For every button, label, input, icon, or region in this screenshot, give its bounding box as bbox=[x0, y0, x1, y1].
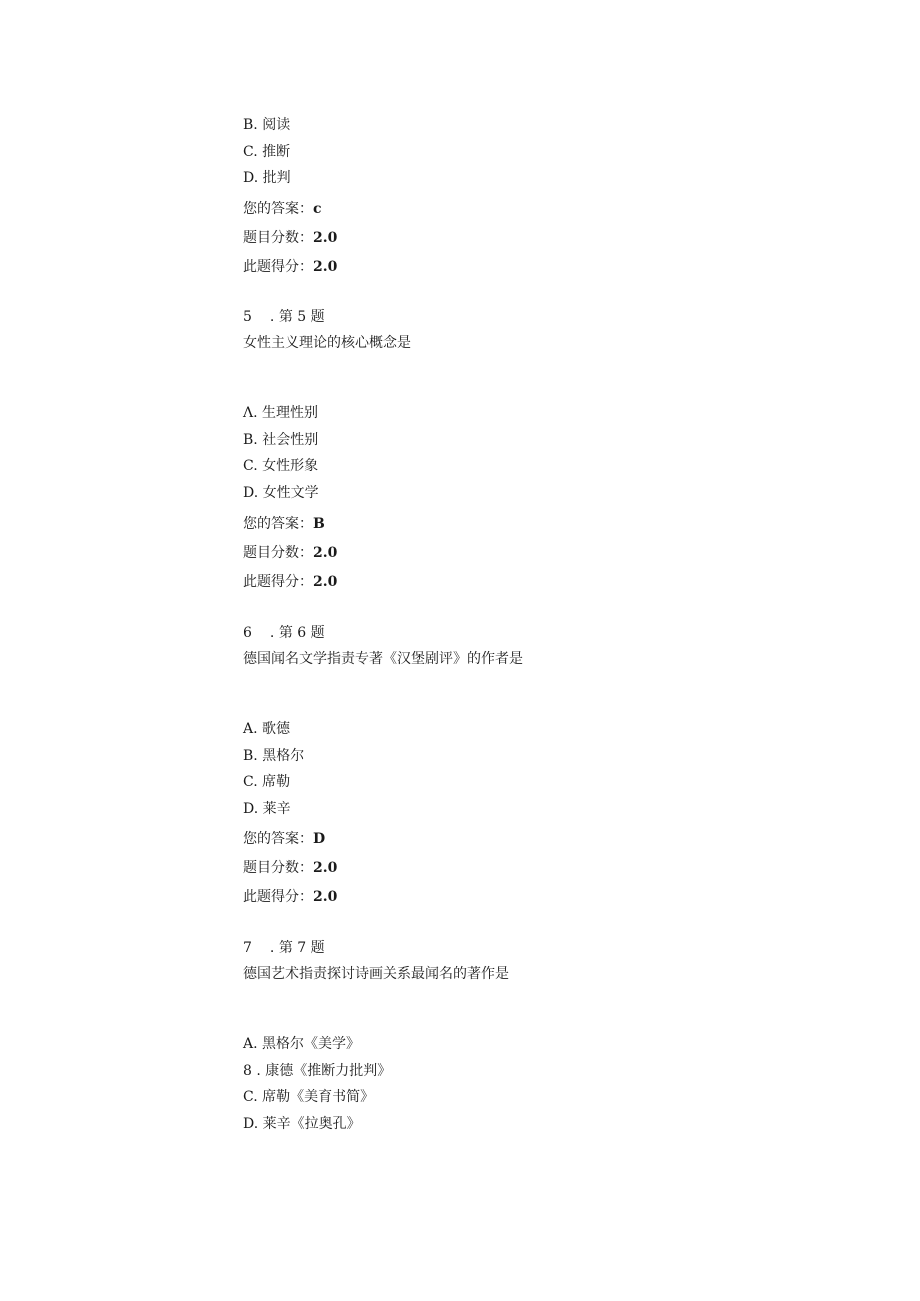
your-answer-label: 您的答案： bbox=[243, 201, 313, 217]
option-a: A. 歌德 bbox=[243, 721, 291, 737]
earned-score-value: 2.0 bbox=[313, 259, 338, 275]
question-header bbox=[243, 308, 325, 326]
option-c: C. 推断 bbox=[243, 144, 291, 160]
earned-score-row bbox=[243, 573, 337, 591]
option-d: D. 莱辛《拉奥孔》 bbox=[243, 1116, 361, 1132]
earned-score-value: 2.0 bbox=[313, 574, 338, 590]
option-a: A. 黑格尔《美学》 bbox=[243, 1036, 361, 1052]
question-score-value: 2.0 bbox=[313, 230, 338, 246]
earned-score-row bbox=[243, 258, 337, 276]
question-number: 5 bbox=[243, 309, 252, 325]
question-header bbox=[243, 939, 325, 957]
earned-score-label: 此题得分： bbox=[243, 889, 313, 905]
question-stem: 女性主义理论的核心概念是 bbox=[243, 335, 411, 351]
option-b: 8 . 康德《推断力批判》 bbox=[243, 1063, 392, 1079]
question-title: . 第 5 题 bbox=[269, 309, 325, 325]
option-a: Λ. 生理性别 bbox=[243, 405, 319, 421]
earned-score-label: 此题得分： bbox=[243, 574, 313, 590]
question-score-label: 题目分数： bbox=[243, 545, 313, 561]
your-answer-value: B bbox=[313, 516, 325, 532]
question-score-row bbox=[243, 229, 337, 247]
question-score-row bbox=[243, 544, 337, 562]
your-answer-label: 您的答案： bbox=[243, 831, 313, 847]
option-d: D. 女性文学 bbox=[243, 485, 319, 501]
option-c: C. 席勒《美育书简》 bbox=[243, 1089, 375, 1105]
option-d: D. 莱辛 bbox=[243, 801, 291, 817]
option-b: B. 阅读 bbox=[243, 117, 291, 133]
option-b: B. 社会性别 bbox=[243, 432, 319, 448]
your-answer-label: 您的答案： bbox=[243, 516, 313, 532]
question-stem: 德国艺术指责探讨诗画关系最闻名的著作是 bbox=[243, 966, 509, 982]
question-title: . 第 6 题 bbox=[269, 625, 325, 641]
your-answer-row bbox=[243, 515, 325, 533]
question-score-label: 题目分数： bbox=[243, 860, 313, 876]
question-score-value: 2.0 bbox=[313, 545, 338, 561]
option-d: D. 批判 bbox=[243, 170, 291, 186]
your-answer-value: c bbox=[313, 201, 322, 217]
option-c: C. 女性形象 bbox=[243, 458, 319, 474]
earned-score-row bbox=[243, 888, 337, 906]
question-score-value: 2.0 bbox=[313, 860, 338, 876]
question-stem: 德国闻名文学指责专著《汉堡剧评》的作者是 bbox=[243, 651, 523, 667]
question-number: 7 bbox=[243, 940, 252, 956]
your-answer-value: D bbox=[313, 831, 326, 847]
question-title: . 第 7 题 bbox=[269, 940, 325, 956]
your-answer-row bbox=[243, 200, 322, 218]
question-number: 6 bbox=[243, 625, 252, 641]
option-c: C. 席勒 bbox=[243, 774, 291, 790]
earned-score-value: 2.0 bbox=[313, 889, 338, 905]
earned-score-label: 此题得分： bbox=[243, 259, 313, 275]
question-score-label: 题目分数： bbox=[243, 230, 313, 246]
question-header bbox=[243, 624, 325, 642]
your-answer-row bbox=[243, 830, 325, 848]
question-score-row bbox=[243, 859, 337, 877]
option-b: B. 黑格尔 bbox=[243, 748, 305, 764]
